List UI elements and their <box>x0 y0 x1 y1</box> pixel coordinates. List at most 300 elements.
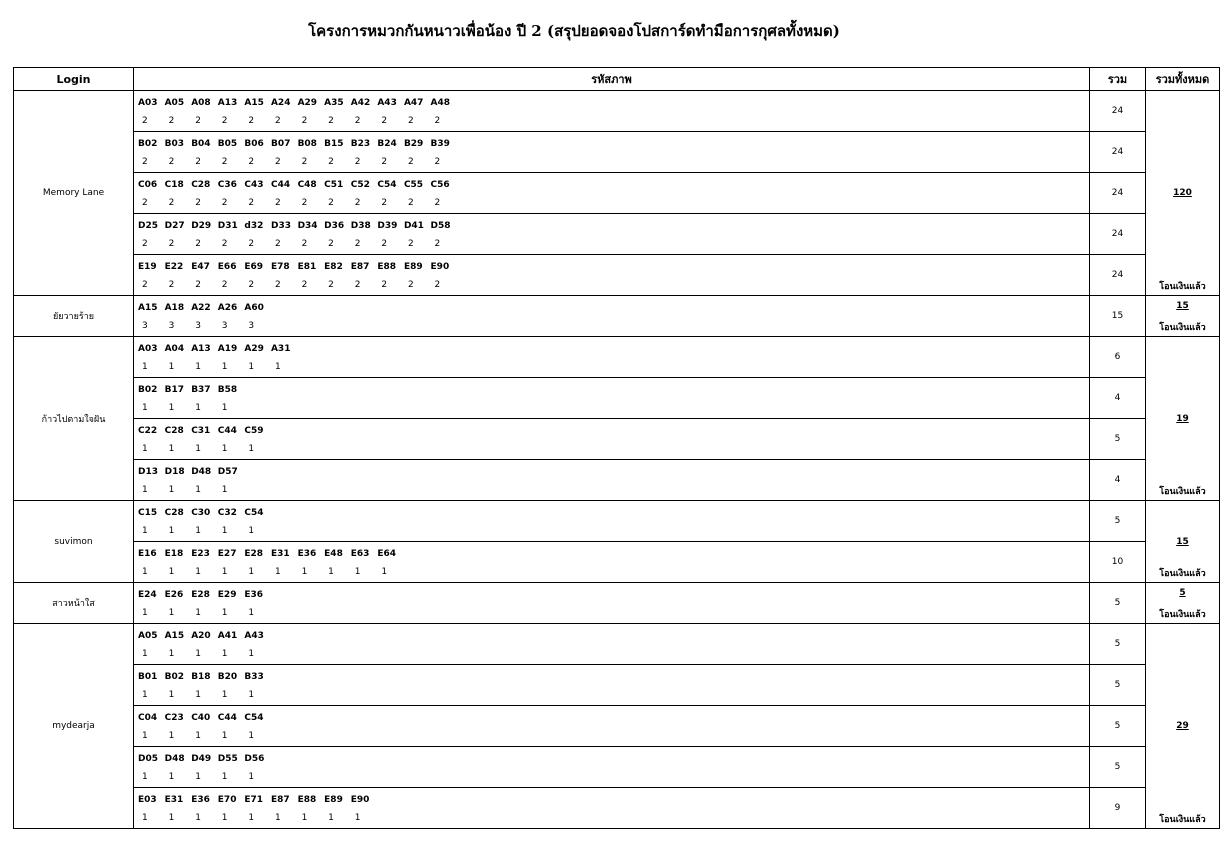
image-code: C40 <box>191 713 211 723</box>
quantity: 1 <box>354 813 361 823</box>
row-sum: 5 <box>1090 419 1146 460</box>
quantity: 1 <box>221 690 228 700</box>
quantity: 2 <box>434 239 441 249</box>
row-sum: 24 <box>1090 132 1146 173</box>
image-code: D31 <box>217 221 238 231</box>
image-code: E36 <box>297 549 317 559</box>
image-code: C04 <box>138 713 158 723</box>
image-code: E89 <box>403 262 423 272</box>
image-code: A29 <box>244 344 264 354</box>
image-code: C48 <box>297 180 317 190</box>
group-total: 120 <box>1173 188 1192 198</box>
image-code: E66 <box>217 262 237 272</box>
quantity: 2 <box>407 239 414 249</box>
row-sum: 6 <box>1090 337 1146 378</box>
quantities <box>134 771 1089 783</box>
quantity: 2 <box>168 280 175 290</box>
image-code: B15 <box>324 139 344 149</box>
quantity: 2 <box>328 198 334 208</box>
quantity: 2 <box>328 239 334 249</box>
quantity: 1 <box>168 485 175 495</box>
table-row <box>14 583 1220 624</box>
quantity: 1 <box>248 444 255 454</box>
image-code: C22 <box>138 426 158 436</box>
quantities <box>134 197 1089 209</box>
quantity: 2 <box>248 280 255 290</box>
image-code: D38 <box>350 221 371 231</box>
quantity: 1 <box>221 526 228 536</box>
quantity: 1 <box>248 649 255 659</box>
image-code: C44 <box>270 180 291 190</box>
codes-cell <box>134 624 1090 665</box>
image-code: E03 <box>138 795 157 805</box>
image-code: D13 <box>138 467 158 477</box>
quantity: 2 <box>248 198 255 208</box>
image-code: D57 <box>217 467 238 477</box>
codes-cell <box>134 542 1090 583</box>
image-code: A13 <box>191 344 211 354</box>
quantity: 2 <box>142 198 148 208</box>
image-code: B37 <box>191 385 211 395</box>
quantity: 1 <box>195 362 201 372</box>
image-code: E29 <box>217 590 237 600</box>
quantity: 2 <box>221 116 228 126</box>
image-code: D36 <box>324 221 345 231</box>
codes-cell <box>134 378 1090 419</box>
image-code: C36 <box>217 180 237 190</box>
quantities <box>134 402 1089 414</box>
image-code: D58 <box>430 221 451 231</box>
image-code: B03 <box>164 139 184 149</box>
image-code: E90 <box>350 795 370 805</box>
quantity: 2 <box>168 157 175 167</box>
image-code: A19 <box>217 344 238 354</box>
quantity: 2 <box>328 157 334 167</box>
paid-status: โอนเงินแล้ว <box>1159 282 1206 292</box>
image-code: A18 <box>164 303 185 313</box>
group-total-cell <box>1146 296 1220 337</box>
login-name: สาวหน้าใส <box>14 583 134 624</box>
group-total: 15 <box>1176 536 1189 547</box>
image-codes <box>134 261 1089 273</box>
table-row <box>14 173 1220 214</box>
quantity: 2 <box>434 157 441 167</box>
image-code: A20 <box>191 631 211 641</box>
quantity: 2 <box>168 239 175 249</box>
codes-cell <box>134 337 1090 378</box>
image-code: A48 <box>430 98 451 108</box>
codes-cell <box>134 788 1090 829</box>
image-code: B24 <box>377 139 397 149</box>
image-code: A43 <box>377 98 397 108</box>
quantities <box>134 279 1089 291</box>
image-code: C30 <box>191 508 211 518</box>
image-code: A15 <box>244 98 264 108</box>
quantity: 2 <box>248 239 255 249</box>
image-code: D55 <box>217 754 238 764</box>
header-codes: รหัสภาพ <box>134 68 1090 91</box>
row-sum: 5 <box>1090 706 1146 747</box>
row-sum: 10 <box>1090 542 1146 583</box>
quantities <box>134 443 1089 455</box>
image-code: E82 <box>324 262 343 272</box>
image-code: B02 <box>138 139 158 149</box>
image-code: E87 <box>270 795 290 805</box>
image-code: B17 <box>164 385 184 395</box>
quantity: 2 <box>381 116 388 126</box>
quantity: 1 <box>142 485 148 495</box>
codes-cell <box>134 706 1090 747</box>
header-sum: รวม <box>1090 68 1146 91</box>
row-sum: 5 <box>1090 665 1146 706</box>
quantity: 1 <box>248 567 255 577</box>
quantity: 2 <box>195 280 201 290</box>
image-code: A05 <box>164 98 185 108</box>
image-code: E63 <box>350 549 370 559</box>
quantities <box>134 689 1089 701</box>
codes-cell <box>134 419 1090 460</box>
quantity: 1 <box>248 813 255 823</box>
image-code: d32 <box>244 221 264 231</box>
quantity: 2 <box>274 198 281 208</box>
image-code: E16 <box>138 549 157 559</box>
quantities <box>134 648 1089 660</box>
quantity: 1 <box>168 403 175 413</box>
image-code: B05 <box>217 139 238 149</box>
codes-cell <box>134 132 1090 173</box>
image-code: A31 <box>270 344 291 354</box>
quantity: 2 <box>142 280 148 290</box>
quantity: 1 <box>328 567 334 577</box>
image-code: E81 <box>297 262 317 272</box>
quantity: 2 <box>328 280 334 290</box>
quantity: 1 <box>274 813 281 823</box>
image-code: D56 <box>244 754 265 764</box>
group-total: 5 <box>1179 588 1186 598</box>
login-name: ยัยวายร้าย <box>14 296 134 337</box>
image-code: E31 <box>164 795 184 805</box>
quantity: 2 <box>195 239 201 249</box>
image-code: B18 <box>191 672 211 682</box>
quantities <box>134 156 1089 168</box>
table-row <box>14 296 1220 337</box>
row-sum: 4 <box>1090 378 1146 419</box>
image-code: D25 <box>138 221 158 231</box>
image-code: C56 <box>430 180 450 190</box>
table-row <box>14 337 1220 378</box>
codes-cell <box>134 255 1090 296</box>
table-row <box>14 91 1220 132</box>
row-sum: 5 <box>1090 747 1146 788</box>
group-total-cell <box>1146 501 1220 583</box>
login-name: Memory Lane <box>14 91 134 296</box>
quantities <box>134 484 1089 496</box>
image-code: C18 <box>164 180 184 190</box>
image-code: E48 <box>324 549 343 559</box>
table-row <box>14 542 1220 583</box>
image-code: A22 <box>191 303 211 313</box>
table-row <box>14 378 1220 419</box>
image-codes <box>134 97 1089 109</box>
image-code: B02 <box>138 385 158 395</box>
quantity: 1 <box>221 362 228 372</box>
quantity: 1 <box>195 567 201 577</box>
image-code: E70 <box>217 795 237 805</box>
login-name: mydearja <box>14 624 134 829</box>
row-sum: 24 <box>1090 255 1146 296</box>
image-code: B02 <box>164 672 184 682</box>
image-code: A43 <box>244 631 264 641</box>
group-total-cell <box>1146 583 1220 624</box>
group-total-cell <box>1146 337 1220 501</box>
quantity: 2 <box>434 280 441 290</box>
paid-status: โอนเงินแล้ว <box>1159 323 1206 333</box>
login-name: suvimon <box>14 501 134 583</box>
quantities <box>134 607 1089 619</box>
quantity: 2 <box>301 239 308 249</box>
image-code: E36 <box>191 795 210 805</box>
quantity: 1 <box>168 362 175 372</box>
image-codes <box>134 466 1089 478</box>
quantity: 1 <box>168 608 175 618</box>
row-sum: 5 <box>1090 583 1146 624</box>
quantity: 2 <box>195 157 201 167</box>
table-row <box>14 665 1220 706</box>
quantity: 1 <box>142 813 148 823</box>
image-code: C59 <box>244 426 264 436</box>
image-codes <box>134 589 1089 601</box>
table-row <box>14 214 1220 255</box>
image-code: B39 <box>430 139 450 149</box>
quantity: 2 <box>142 239 148 249</box>
image-codes <box>134 794 1089 806</box>
quantity: 1 <box>195 608 201 618</box>
quantity: 1 <box>221 403 228 413</box>
image-code: C31 <box>191 426 211 436</box>
codes-cell <box>134 91 1090 132</box>
image-code: C15 <box>138 508 158 518</box>
quantities <box>134 320 1089 332</box>
quantity: 1 <box>221 772 228 782</box>
quantity: 1 <box>248 772 255 782</box>
paid-status: โอนเงินแล้ว <box>1159 610 1206 620</box>
quantity: 2 <box>354 157 361 167</box>
image-code: C55 <box>403 180 424 190</box>
quantity: 2 <box>407 116 414 126</box>
quantity: 3 <box>221 321 228 331</box>
image-code: C06 <box>138 180 158 190</box>
quantity: 1 <box>274 362 281 372</box>
image-code: A41 <box>217 631 238 641</box>
quantity: 1 <box>195 444 201 454</box>
quantity: 2 <box>354 280 361 290</box>
quantity: 1 <box>142 403 148 413</box>
codes-cell <box>134 665 1090 706</box>
quantity: 1 <box>221 813 228 823</box>
image-code: E19 <box>138 262 157 272</box>
image-code: E18 <box>164 549 184 559</box>
image-code: A24 <box>270 98 291 108</box>
row-sum: 24 <box>1090 91 1146 132</box>
codes-cell <box>134 460 1090 501</box>
quantity: 2 <box>381 198 388 208</box>
quantity: 1 <box>381 567 388 577</box>
quantity: 2 <box>274 239 281 249</box>
quantity: 1 <box>221 485 228 495</box>
image-codes <box>134 425 1089 437</box>
quantity: 2 <box>301 116 308 126</box>
quantity: 2 <box>221 157 228 167</box>
image-code: D33 <box>270 221 291 231</box>
quantity: 2 <box>434 116 441 126</box>
codes-cell <box>134 173 1090 214</box>
table-row <box>14 788 1220 829</box>
row-sum: 5 <box>1090 501 1146 542</box>
image-code: C54 <box>377 180 397 190</box>
image-code: A60 <box>244 303 264 313</box>
image-code: D18 <box>164 467 185 477</box>
image-code: E71 <box>244 795 264 805</box>
quantity: 2 <box>142 116 148 126</box>
quantities <box>134 812 1089 824</box>
quantity: 2 <box>354 116 361 126</box>
quantity: 1 <box>168 649 175 659</box>
quantity: 2 <box>248 157 255 167</box>
quantity: 1 <box>301 567 308 577</box>
table-row <box>14 706 1220 747</box>
quantity: 2 <box>381 239 388 249</box>
login-name: ก้าวไปตามใจฝัน <box>14 337 134 501</box>
image-code: C52 <box>350 180 370 190</box>
quantities <box>134 238 1089 250</box>
image-code: B29 <box>403 139 424 149</box>
table-body <box>14 91 1220 829</box>
image-code: D34 <box>297 221 318 231</box>
quantity: 1 <box>142 772 148 782</box>
image-code: D41 <box>403 221 424 231</box>
quantity: 1 <box>221 649 228 659</box>
image-codes <box>134 507 1089 519</box>
image-code: C54 <box>244 508 264 518</box>
image-code: A03 <box>138 344 158 354</box>
quantity: 1 <box>248 608 255 618</box>
image-code: B04 <box>191 139 211 149</box>
image-code: B20 <box>217 672 238 682</box>
group-total: 19 <box>1176 413 1189 424</box>
quantity: 1 <box>248 362 255 372</box>
image-code: B58 <box>217 385 238 395</box>
quantity: 2 <box>221 239 228 249</box>
image-code: A08 <box>191 98 211 108</box>
group-total: 15 <box>1176 301 1189 311</box>
quantity: 1 <box>142 567 148 577</box>
codes-cell <box>134 501 1090 542</box>
image-code: E90 <box>430 262 450 272</box>
image-code: A03 <box>138 98 158 108</box>
image-code: E28 <box>191 590 210 600</box>
image-codes <box>134 712 1089 724</box>
quantity: 1 <box>142 444 148 454</box>
table-row <box>14 255 1220 296</box>
quantity: 1 <box>195 772 201 782</box>
group-total: 29 <box>1176 721 1189 731</box>
row-sum: 24 <box>1090 173 1146 214</box>
codes-cell <box>134 747 1090 788</box>
image-code: E87 <box>350 262 370 272</box>
quantity: 2 <box>328 116 334 126</box>
quantity: 1 <box>142 690 148 700</box>
quantity: 2 <box>407 198 414 208</box>
quantity: 1 <box>168 813 175 823</box>
table-row <box>14 460 1220 501</box>
image-code: E36 <box>244 590 264 600</box>
quantity: 1 <box>195 526 201 536</box>
image-codes <box>134 753 1089 765</box>
image-code: E31 <box>270 549 290 559</box>
image-code: A35 <box>324 98 344 108</box>
image-code: E27 <box>217 549 237 559</box>
image-code: E88 <box>297 795 317 805</box>
image-code: C23 <box>164 713 184 723</box>
image-code: A15 <box>138 303 158 313</box>
quantity: 1 <box>328 813 334 823</box>
quantity: 2 <box>168 198 175 208</box>
quantities <box>134 566 1089 578</box>
image-codes <box>134 630 1089 642</box>
image-code: A42 <box>350 98 371 108</box>
quantity: 3 <box>142 321 148 331</box>
image-code: E47 <box>191 262 210 272</box>
codes-cell <box>134 583 1090 624</box>
row-sum: 15 <box>1090 296 1146 337</box>
quantity: 1 <box>168 444 175 454</box>
image-code: C28 <box>164 508 184 518</box>
quantity: 1 <box>248 690 255 700</box>
quantity: 1 <box>195 690 201 700</box>
quantity: 2 <box>274 157 281 167</box>
image-code: A05 <box>138 631 158 641</box>
image-codes <box>134 179 1089 191</box>
image-code: E26 <box>164 590 184 600</box>
page-title: โครงการหมวกกันหนาวเพื่อน้อง ปี 2 (สรุปยอดจองโปสการ์ดทำมือการกุศลทั้งหมด) <box>308 22 840 40</box>
quantities <box>134 525 1089 537</box>
image-code: C44 <box>217 426 237 436</box>
group-total-cell <box>1146 624 1220 829</box>
header-row <box>14 68 1220 91</box>
quantities <box>134 115 1089 127</box>
group-total-cell <box>1146 91 1220 296</box>
quantity: 1 <box>221 444 228 454</box>
image-code: E89 <box>324 795 343 805</box>
codes-cell <box>134 296 1090 337</box>
image-code: C32 <box>217 508 237 518</box>
quantity: 3 <box>248 321 255 331</box>
image-code: C51 <box>324 180 344 190</box>
quantity: 2 <box>248 116 255 126</box>
image-codes <box>134 138 1089 150</box>
quantity: 2 <box>221 280 228 290</box>
image-code: C43 <box>244 180 264 190</box>
table-row <box>14 132 1220 173</box>
quantity: 2 <box>381 157 388 167</box>
quantity: 1 <box>142 526 148 536</box>
quantity: 1 <box>221 608 228 618</box>
image-code: D05 <box>138 754 158 764</box>
image-code: E88 <box>377 262 397 272</box>
table-row <box>14 419 1220 460</box>
image-codes <box>134 548 1089 560</box>
image-code: D39 <box>377 221 398 231</box>
